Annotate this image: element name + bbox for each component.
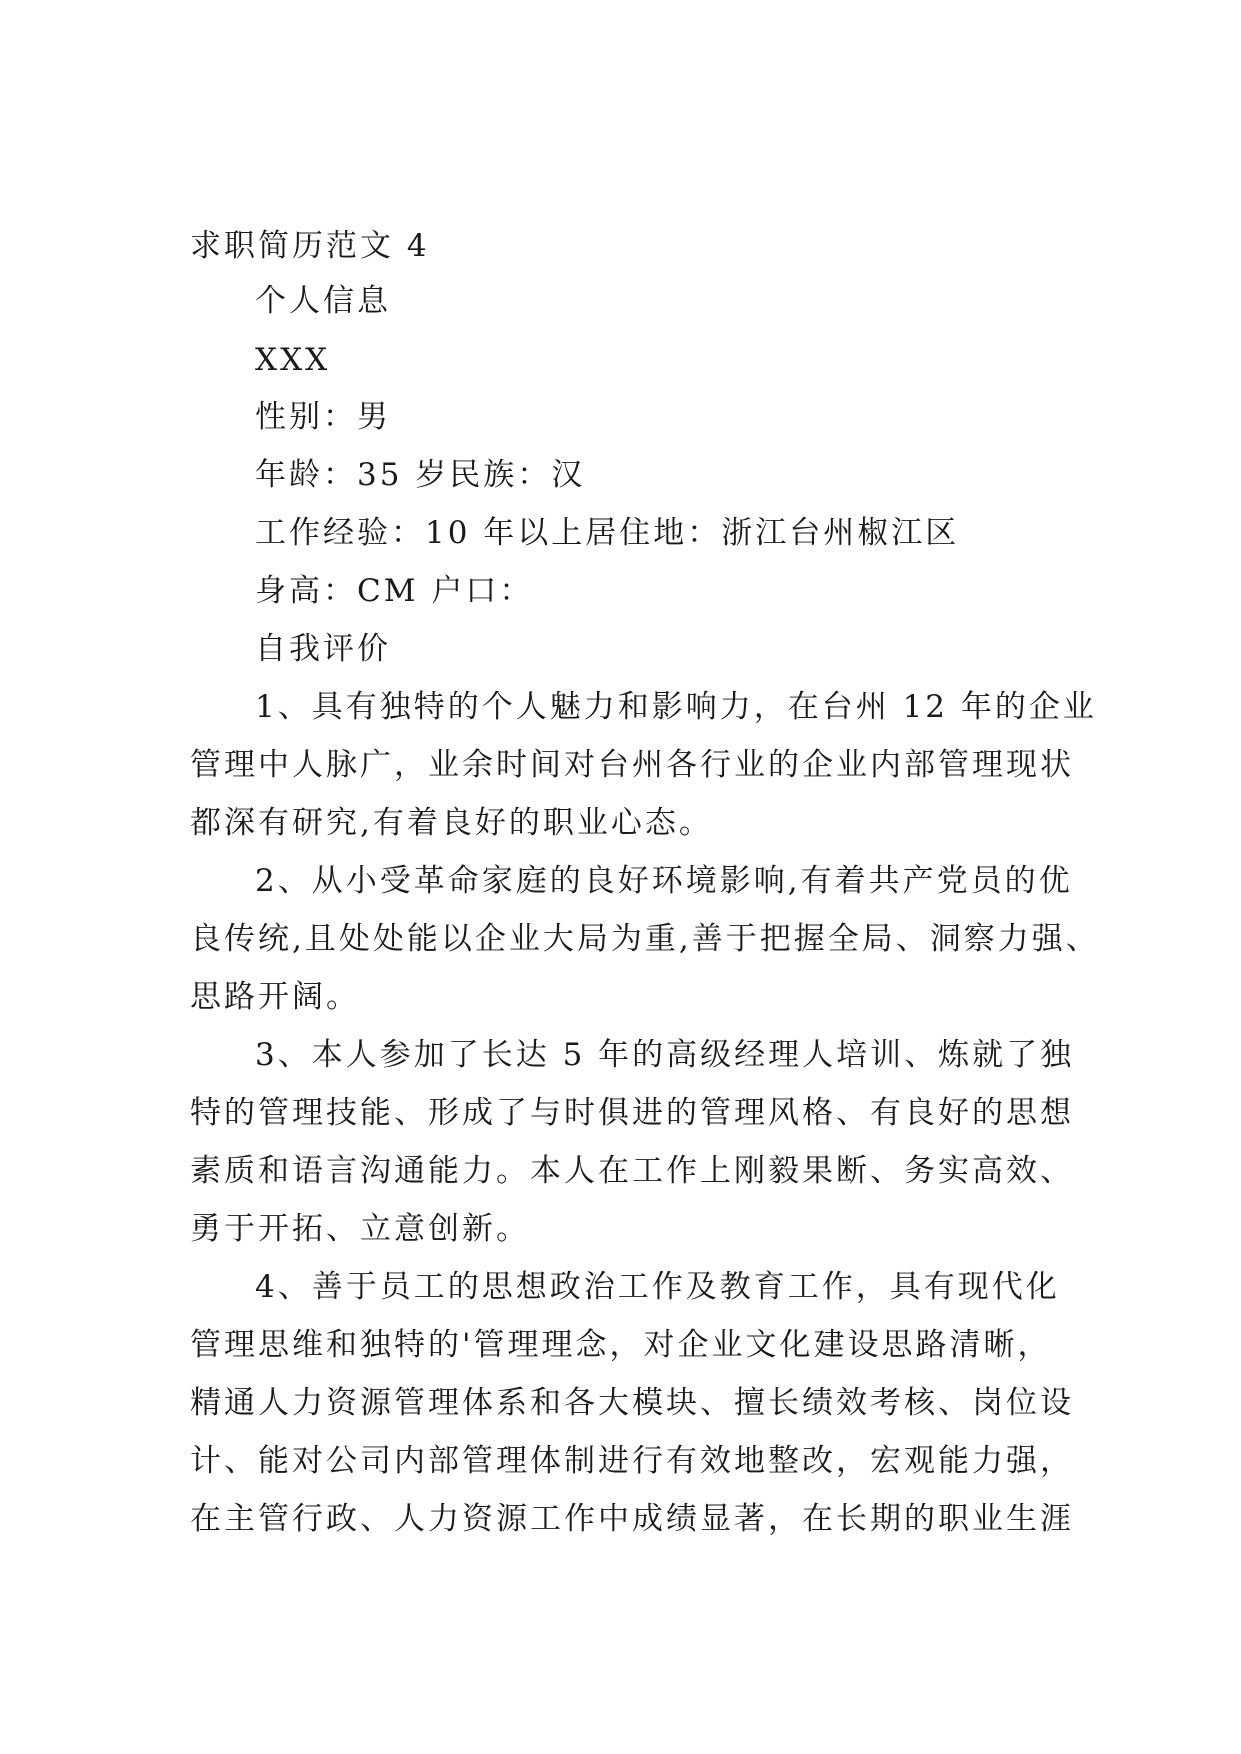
paragraph-line: 思路开阔。 [190,979,360,1015]
paragraph-3 [190,1026,1075,1258]
paragraph-line: 2、从小受革命家庭的良好环境影响,有着共产党员的优 [255,863,1073,899]
document-title: 求职简历范文 4 [190,228,430,264]
paragraph-line: 素质和语言沟通能力。本人在工作上刚毅果断、务实高效、 [190,1153,1074,1189]
section-heading-self-evaluation: 自我评价 [255,631,391,667]
paragraph-line: 计、能对公司内部管理体制进行有效地整改，宏观能力强， [190,1443,1074,1479]
paragraph-1 [190,678,1097,852]
section-heading-personal-info: 个人信息 [255,283,391,319]
paragraph-4 [190,1258,1074,1548]
experience-residence-field: 工作经验：10 年以上居住地：浙江台州椒江区 [255,515,960,551]
paragraph-line: 特的管理技能、形成了与时俱进的管理风格、有良好的思想 [190,1095,1074,1131]
paragraph-line: 良传统,且处处能以企业大局为重,善于把握全局、洞察力强、 [190,921,1100,957]
paragraph-line: 在主管行政、人力资源工作中成绩显著，在长期的职业生涯 [190,1501,1074,1537]
name-field: XXX [255,342,331,378]
paragraph-line: 管理中人脉广，业余时间对台州各行业的企业内部管理现状 [190,747,1074,783]
age-ethnicity-field: 年龄：35 岁民族：汉 [255,457,586,493]
gender-field: 性别：男 [255,399,391,435]
height-hukou-field: 身高：CM 户口： [255,573,534,609]
paragraph-line: 精通人力资源管理体系和各大模块、擅长绩效考核、岗位设 [190,1385,1074,1421]
paragraph-line: 管理思维和独特的'管理理念，对企业文化建设思路清晰， [190,1327,1052,1363]
paragraph-line: 3、本人参加了长达 5 年的高级经理人培训、炼就了独 [255,1037,1075,1073]
paragraph-line: 4、善于员工的思想政治工作及教育工作，具有现代化 [255,1269,1060,1305]
paragraph-line: 勇于开拓、立意创新。 [190,1211,530,1247]
paragraph-2 [190,852,1100,1026]
paragraph-line: 都深有研究,有着良好的职业心态。 [190,805,713,841]
paragraph-line: 1、具有独特的个人魅力和影响力，在台州 12 年的企业 [255,689,1097,725]
